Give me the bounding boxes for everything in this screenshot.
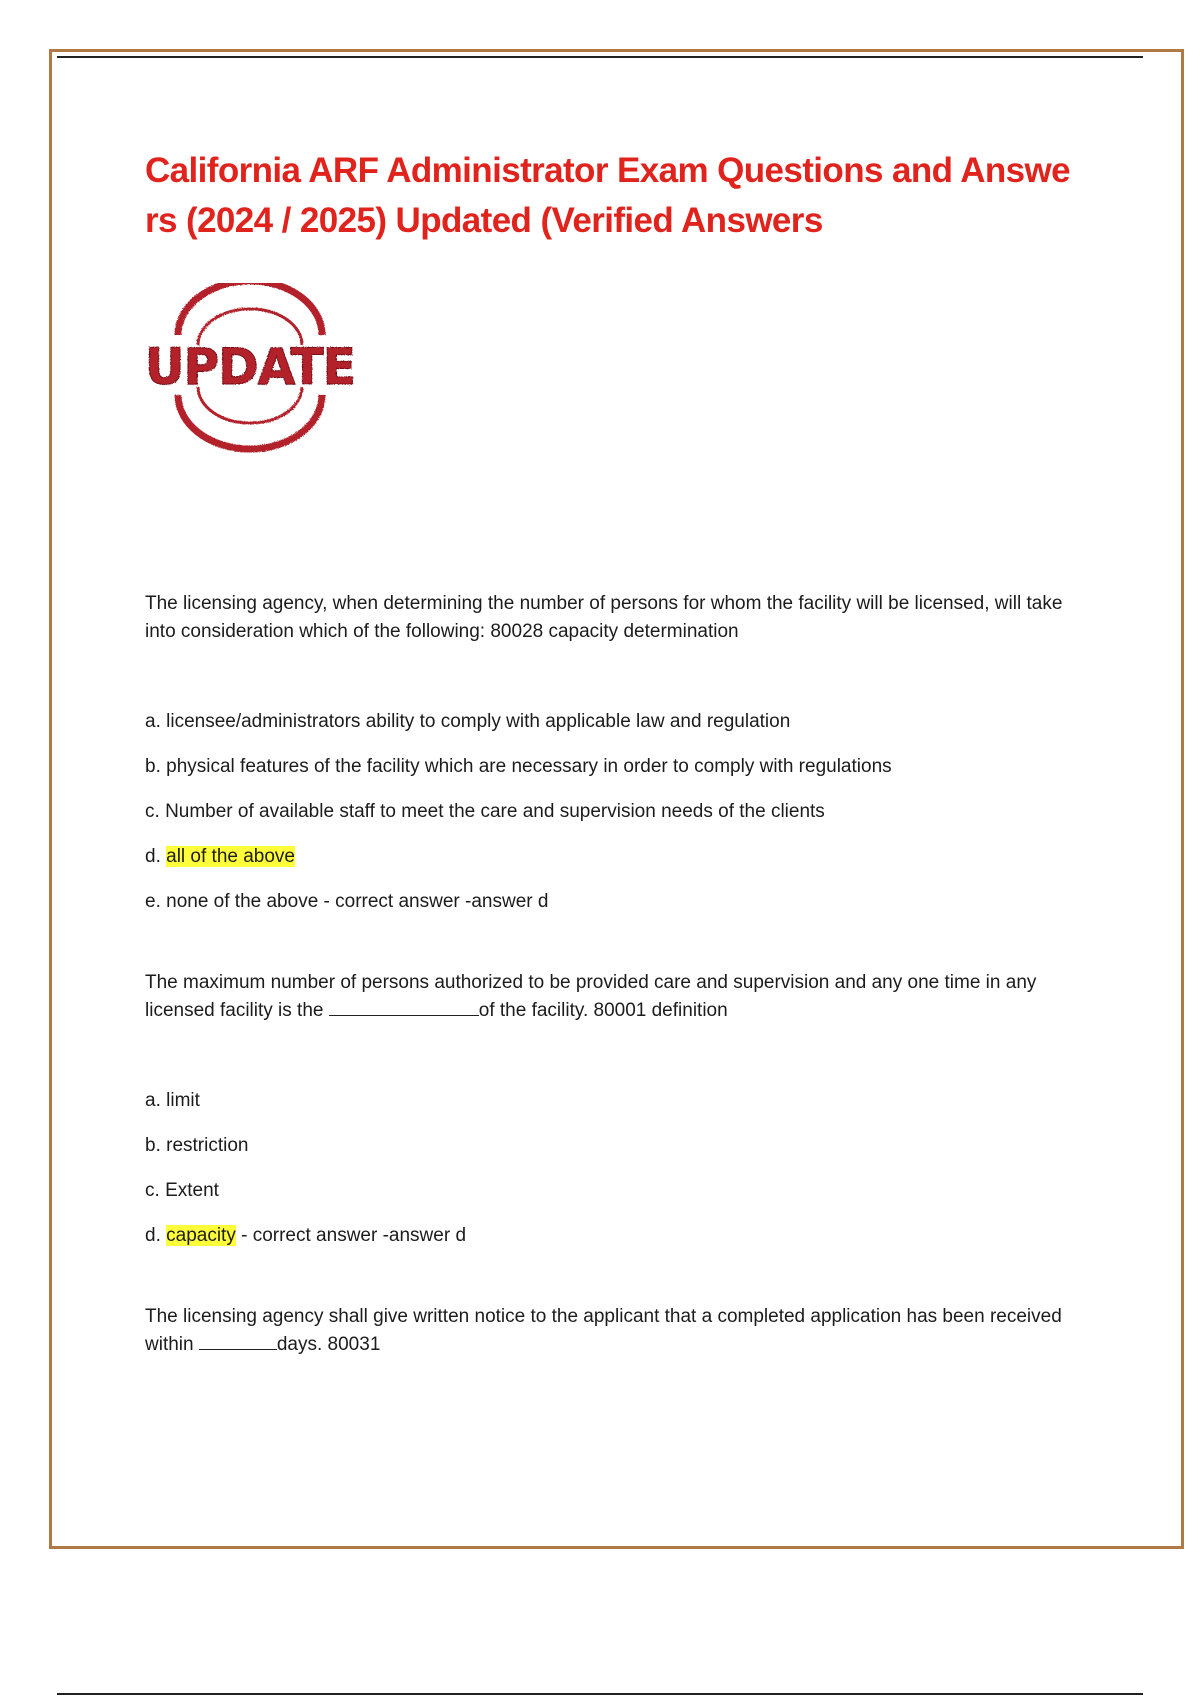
question-2-option-c: c. Extent: [145, 1180, 219, 1201]
highlighted-answer: all of the above: [166, 846, 295, 867]
question-1-option-c: c. Number of available staff to meet the care and supervision needs of the clients: [145, 801, 825, 822]
question-2-option-b: b. restriction: [145, 1135, 249, 1156]
question-2-option-a: a. limit: [145, 1090, 200, 1111]
answer-blank: [329, 997, 479, 1016]
question-1-option-e: e. none of the above - correct answer -answer d: [145, 891, 549, 912]
answer-blank: [199, 1331, 277, 1350]
update-stamp-icon: [140, 283, 360, 453]
document-title: California ARF Administrator Exam Questions and Answers (2024 / 2025) Updated (Verified Answers: [145, 151, 1071, 240]
question-1-option-b: b. physical features of the facility which are necessary in order to comply with regulations: [145, 756, 892, 777]
highlighted-answer: capacity: [166, 1225, 236, 1246]
question-2-text: The maximum number of persons authorized to be provided care and supervision and any one time in any licensed facility is the of the facility. 80001 definition: [145, 972, 1037, 1021]
question-2-options: [145, 1087, 1085, 1250]
stamp-text: UPDATE: [145, 338, 355, 396]
question-1-option-d: d. all of the above: [145, 846, 295, 867]
question-2-option-d: d. capacity - correct answer -answer d: [145, 1225, 467, 1246]
question-1-option-a: a. licensee/administrators ability to comply with applicable law and regulation: [145, 711, 791, 732]
question-3-text: The licensing agency shall give written notice to the applicant that a completed application has been received within days. 80031: [145, 1306, 1062, 1355]
document-content: [145, 590, 1085, 1359]
bottom-rule: [57, 1693, 1143, 1695]
question-1-text: The licensing agency, when determining the number of persons for whom the facility will be licensed, will take into consideration which of the following: 80028 capacity determination: [145, 593, 1063, 642]
question-1-options: [145, 708, 1085, 916]
